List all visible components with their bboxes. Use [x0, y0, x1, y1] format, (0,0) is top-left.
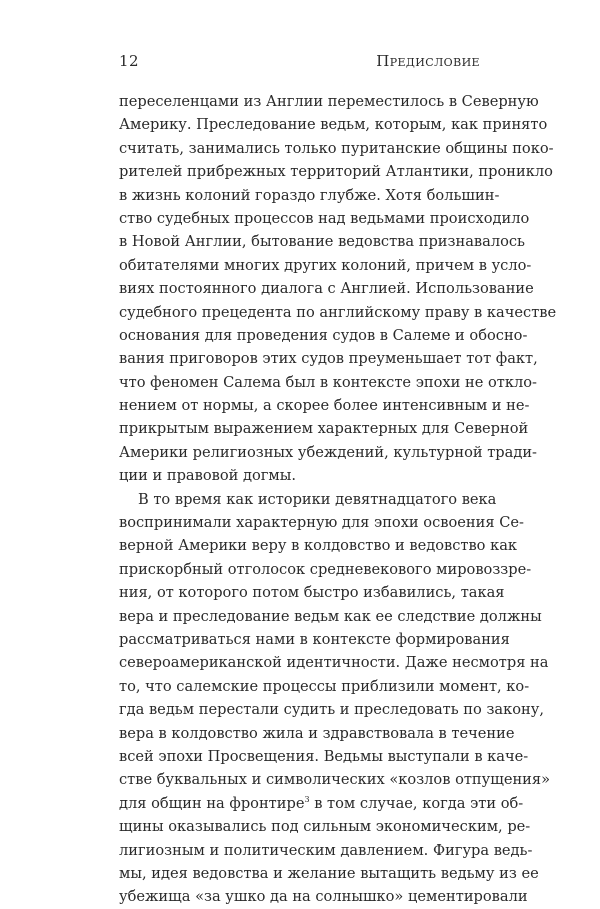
- text-line: вания приговоров этих судов преуменьшает тот факт,: [119, 350, 538, 368]
- page-number: 12: [119, 52, 140, 70]
- text-line: переселенцами из Англии переместилось в Северную: [119, 93, 539, 110]
- text-line: мы, идея ведовства и желание вытащить ведьму из ее: [119, 864, 539, 882]
- text-line: В то время как историки девятнадцатого века: [138, 490, 497, 508]
- text-line: ции и правовой догмы.: [119, 467, 297, 485]
- text-line: для общин на фронтире$^3$ в том случае, когда эти об-: [119, 794, 524, 812]
- footnote-marker[interactable]: 3: [304, 794, 310, 804]
- text-line: что феномен Салема был в контексте эпохи не откло-: [119, 373, 537, 391]
- text-line: стве буквальных и символических «козлов отпущения»: [119, 771, 551, 789]
- text-line: то, что салемские процессы приблизили момент, ко-: [119, 677, 530, 695]
- text-line: вера и преследование ведьм как ее следствие должны: [119, 607, 542, 625]
- text-line: основания для проведения судов в Салеме и обосно-: [119, 326, 528, 344]
- text-line: судебного прецедента по английскому праву в качестве: [119, 303, 557, 321]
- text-line: гда ведьм перестали судить и преследовать по закону,: [119, 701, 544, 719]
- paragraph: [119, 90, 557, 488]
- text-line: прикрытым выражением характерных для Северной: [119, 420, 529, 438]
- text-line: ния, от которого потом быстро избавились, такая: [119, 584, 505, 602]
- text-line: Америки религиозных убеждений, культурной тради-: [119, 443, 537, 461]
- text-line: североамериканской идентичности. Даже несмотря на: [119, 654, 549, 672]
- running-header: Предисловие: [376, 52, 480, 70]
- text-line: в жизнь колоний гораздо глубже. Хотя большин-: [119, 186, 500, 204]
- body-text: [119, 90, 557, 909]
- text-line: Америку. Преследование ведьм, которым, как принято: [119, 116, 548, 134]
- text-line: обитателями многих других колоний, причем в усло-: [119, 256, 532, 274]
- text-line: нением от нормы, а скорее более интенсивным и не-: [119, 397, 530, 415]
- text-line: рителей прибрежных территорий Атлантики, проникло: [119, 163, 553, 181]
- text-line: верной Америки веру в колдовство и ведовство как: [119, 537, 518, 555]
- text-line: вера в колдовство жила и здравствовала в течение: [119, 724, 515, 742]
- text-line: всей эпохи Просвещения. Ведьмы выступали в каче-: [119, 747, 529, 765]
- text-line: прискорбный отголосок средневекового мировоззре-: [119, 560, 532, 578]
- text-line: виях постоянного диалога с Англией. Использование: [119, 280, 534, 298]
- text-line: воспринимали характерную для эпохи освоения Се-: [119, 514, 524, 532]
- text-line: рассматриваться нами в контексте формирования: [119, 630, 510, 648]
- text-line: щины оказывались под сильным экономическим, ре-: [119, 818, 531, 836]
- text-line: ство судебных процессов над ведьмами происходило: [119, 209, 530, 227]
- text-line: убежища «за ушко да на солнышко» цементировали: [119, 888, 528, 906]
- text-line: в Новой Англии, бытование ведовства признавалось: [119, 233, 525, 251]
- text-line: лигиозным и политическим давлением. Фигура ведь-: [119, 841, 533, 859]
- text-line: считать, занимались только пуританские общины поко-: [119, 139, 554, 157]
- paragraph: [119, 488, 551, 909]
